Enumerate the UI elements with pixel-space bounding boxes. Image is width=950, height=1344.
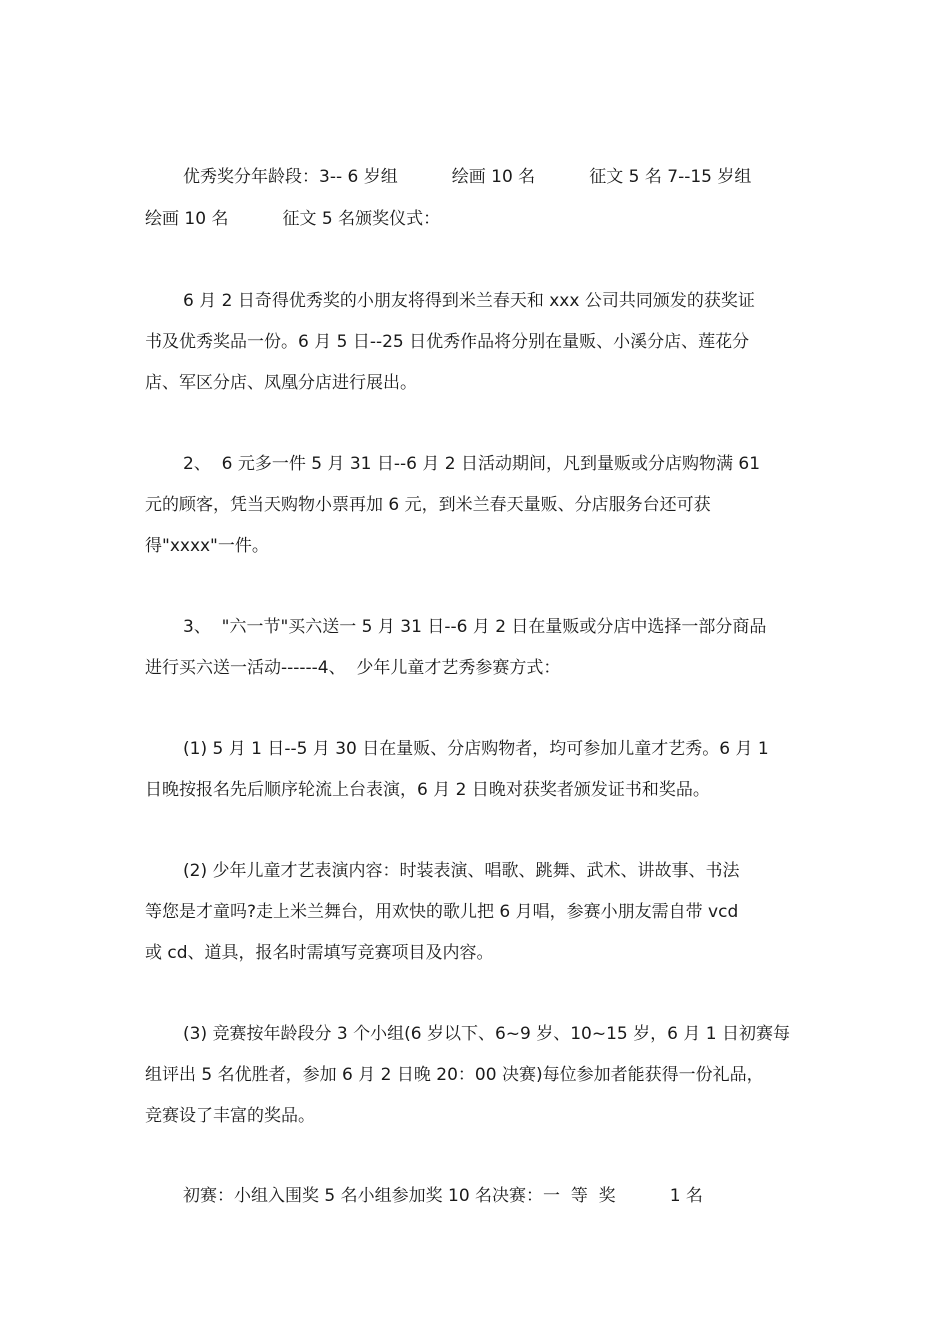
paragraph-3-line-3: 得"xxxx"一件。 [145, 536, 269, 556]
paragraph-6-line-3: 或 cd、道具，报名时需填写竞赛项目及内容。 [145, 943, 494, 963]
paragraph-1-line-1: 优秀奖分年龄段：3-- 6 岁组 绘画 10 名 征文 5 名 7--15 岁组 [183, 167, 752, 187]
paragraph-7-line-3: 竞赛设了丰富的奖品。 [145, 1106, 315, 1126]
paragraph-2-line-3: 店、军区分店、凤凰分店进行展出。 [145, 373, 417, 393]
paragraph-6-line-1: (2) 少年儿童才艺表演内容：时装表演、唱歌、跳舞、武术、讲故事、书法 [183, 861, 740, 881]
paragraph-2-line-1: 6 月 2 日奇得优秀奖的小朋友将得到米兰春天和 xxx 公司共同颁发的获奖证 [183, 291, 755, 311]
paragraph-2-line-2: 书及优秀奖品一份。6 月 5 日--25 日优秀作品将分别在量贩、小溪分店、莲花分 [145, 332, 750, 352]
paragraph-5-line-1: (1) 5 月 1 日--5 月 30 日在量贩、分店购物者，均可参加儿童才艺秀。6 月 1 [183, 739, 769, 759]
paragraph-5-line-2: 日晚按报名先后顺序轮流上台表演，6 月 2 日晚对获奖者颁发证书和奖品。 [145, 780, 710, 800]
paragraph-7-line-1: (3) 竞赛按年龄段分 3 个小组(6 岁以下、6~9 岁、10~15 岁，6 月 1 日初赛每 [183, 1024, 790, 1044]
paragraph-3-line-2: 元的顾客，凭当天购物小票再加 6 元，到米兰春天量贩、分店服务台还可获 [145, 495, 711, 515]
paragraph-8-line-1: 初赛：小组入围奖 5 名小组参加奖 10 名决赛：一 等 奖 1 名 [183, 1186, 703, 1206]
paragraph-6-line-2: 等您是才童吗?走上米兰舞台，用欢快的歌儿把 6 月唱，参赛小朋友需自带 vcd [145, 902, 739, 922]
paragraph-7-line-2: 组评出 5 名优胜者，参加 6 月 2 日晚 20：00 决赛)每位参加者能获得一份礼品， [145, 1065, 764, 1085]
paragraph-4-line-2: 进行买六送一活动------4、 少年儿童才艺秀参赛方式： [145, 658, 561, 678]
paragraph-4-line-1: 3、 "六一节"买六送一 5 月 31 日--6 月 2 日在量贩或分店中选择一部分商品 [183, 617, 767, 637]
paragraph-1-line-2: 绘画 10 名 征文 5 名颁奖仪式： [145, 209, 441, 229]
paragraph-3-line-1: 2、 6 元多一件 5 月 31 日--6 月 2 日活动期间，凡到量贩或分店购物满 61 [183, 454, 761, 474]
